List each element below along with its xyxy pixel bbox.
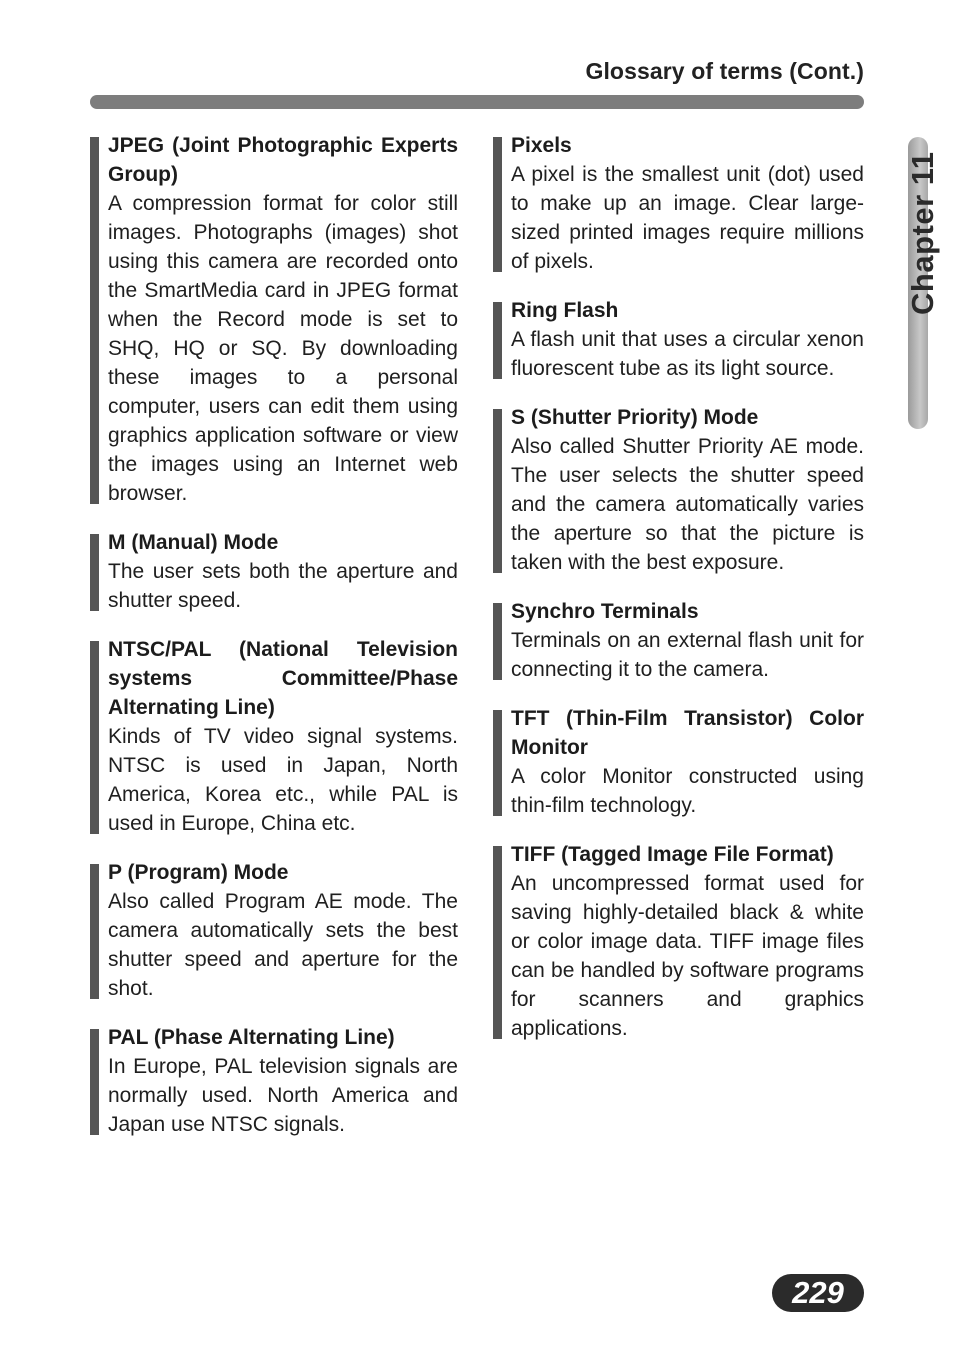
chapter-label: Chapter 11 — [905, 151, 940, 315]
glossary-definition: An uncompressed format used for saving highly-detailed black & white or color image data. TIFF image files can be handled by software programs for scanners and graphics applications. — [511, 872, 864, 1040]
entry-bar — [90, 534, 99, 611]
glossary-entry — [493, 131, 864, 276]
glossary-term: M (Manual) Mode — [108, 531, 279, 554]
glossary-term: Pixels — [511, 134, 572, 157]
entry-bar — [493, 137, 502, 272]
page-number-badge: 229 — [772, 1274, 864, 1312]
glossary-definition: The user sets both the aperture and shutter speed. — [108, 560, 458, 612]
glossary-entry — [90, 858, 458, 1003]
entry-bar — [90, 1029, 99, 1135]
entry-bar — [90, 641, 99, 834]
entry-bar — [493, 603, 502, 680]
entry-bar — [493, 409, 502, 573]
entry-bar — [493, 710, 502, 816]
glossary-term: PAL (Phase Alternating Line) — [108, 1026, 395, 1049]
entry-bar — [493, 302, 502, 379]
glossary-definition: Also called Shutter Priority AE mode. The user selects the shutter speed and the camera automatically varies the aperture so that the picture is taken with the best exposure. — [511, 435, 864, 574]
glossary-entry — [90, 131, 458, 508]
glossary-entry — [90, 528, 458, 615]
glossary-entry — [493, 403, 864, 577]
glossary-term: NTSC/PAL (National Television systems Committee/Phase Alternating Line) — [108, 638, 458, 719]
glossary-definition: Kinds of TV video signal systems. NTSC is used in Japan, North America, Korea etc., while PAL is used in Europe, China etc. — [108, 725, 458, 835]
glossary-definition: Terminals on an external flash unit for connecting it to the camera. — [511, 629, 864, 681]
header-rule — [90, 95, 864, 109]
entry-bar — [493, 846, 502, 1039]
entry-bar — [90, 137, 99, 504]
glossary-term: P (Program) Mode — [108, 861, 289, 884]
glossary-definition: Also called Program AE mode. The camera automatically sets the best shutter speed and aperture for the shot. — [108, 890, 458, 1000]
glossary-definition: A flash unit that uses a circular xenon fluorescent tube as its light source. — [511, 328, 864, 380]
glossary-entry — [493, 840, 864, 1043]
glossary-term: Synchro Terminals — [511, 600, 699, 623]
glossary-definition: A color Monitor constructed using thin-film technology. — [511, 765, 864, 817]
glossary-entry — [493, 296, 864, 383]
glossary-term: TFT (Thin-Film Transistor) Color Monitor — [511, 707, 864, 759]
glossary-entry — [493, 704, 864, 820]
glossary-column-right — [493, 131, 864, 1063]
glossary-entry — [493, 597, 864, 684]
glossary-term: JPEG (Joint Photographic Experts Group) — [108, 134, 458, 186]
glossary-definition: A pixel is the smallest unit (dot) used to make up an image. Clear large-sized printed images require millions of pixels. — [511, 163, 864, 273]
glossary-term: TIFF (Tagged Image File Format) — [511, 843, 834, 866]
entry-bar — [90, 864, 99, 999]
glossary-definition: A compression format for color still images. Photographs (images) shot using this camera are recorded onto the SmartMedia card in JPEG format when the Record mode is set to SHQ, HQ or SQ. By downloading these images to a personal computer, users can edit them using graphics application software or view the images using an Internet web browser. — [108, 192, 458, 505]
glossary-term: Ring Flash — [511, 299, 619, 322]
glossary-entry — [90, 1023, 458, 1139]
glossary-column-left — [90, 131, 458, 1159]
glossary-entry — [90, 635, 458, 838]
page-title: Glossary of terms (Cont.) — [585, 58, 864, 84]
glossary-term: S (Shutter Priority) Mode — [511, 406, 759, 429]
glossary-definition: In Europe, PAL television signals are normally used. North America and Japan use NTSC signals. — [108, 1055, 458, 1136]
